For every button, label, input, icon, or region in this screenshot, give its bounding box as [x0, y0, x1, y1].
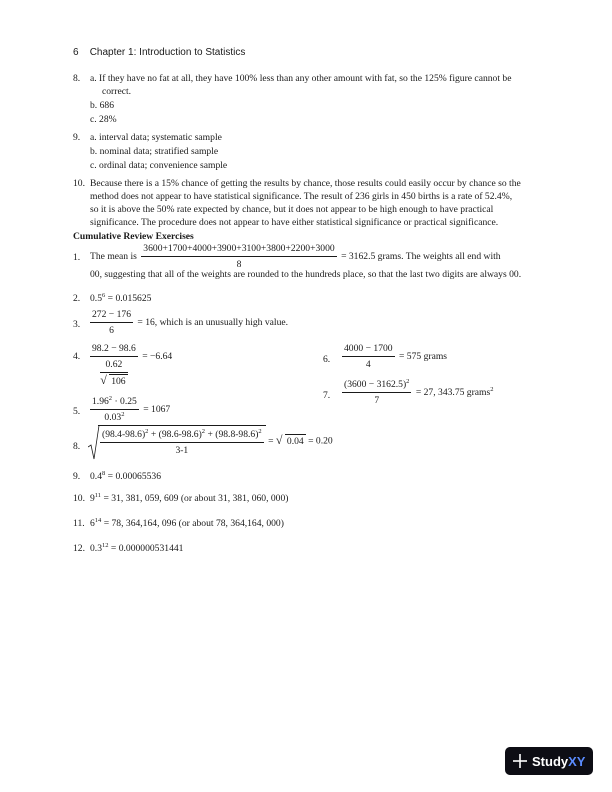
item-number: 8.: [73, 441, 81, 452]
answer-8b: b. 686: [90, 100, 114, 111]
result: = 0.20: [308, 435, 333, 447]
answer-10-line: so it is above the 50% rate expected by chance, but it does not appear to be high enough to have practical: [90, 204, 494, 215]
fraction: [90, 308, 133, 337]
answer-8c: c. 28%: [90, 114, 117, 125]
mean-label: The mean is: [90, 250, 137, 262]
review-2-expr: [90, 292, 151, 305]
fraction: [342, 378, 411, 407]
denominator: 8: [236, 259, 242, 271]
result: = 16, which is an unusually high value.: [137, 316, 289, 328]
mean-result: = 3162.5 grams. The weights all end with: [341, 250, 501, 262]
item-number: 8.: [73, 73, 81, 84]
numerator: $(98.4-98.6)^2 + (98.6-98.6)^2 + (98.8-98.6)^2$: [100, 428, 264, 443]
denominator: 0.03$^2$: [104, 411, 125, 424]
page-header: [73, 46, 245, 60]
item-number: 10.: [73, 178, 85, 189]
base: 0.5: [90, 293, 102, 304]
result: = 1067: [143, 403, 171, 415]
answer-9a: a. interval data; systematic sample: [90, 132, 222, 143]
exponent: 6: [102, 292, 106, 299]
review-4-expr: [88, 342, 172, 388]
denominator: 4: [365, 359, 371, 371]
answer-10-line: significance. The procedure does not appear to have either statistical significance or practical significance.: [90, 217, 499, 228]
fraction: [90, 395, 139, 424]
item-number: 5.: [73, 406, 81, 417]
item-number: 6.: [323, 354, 331, 365]
std-dev-root: [88, 425, 266, 457]
item-number: 9.: [73, 471, 81, 482]
numerator: 0.62: [100, 358, 127, 373]
denominator: 7: [374, 395, 380, 407]
review-11-expr: $6^{14} = 78$, 364,164, 096 (or about 78, 364,164, 000): [90, 517, 284, 529]
item-number: 4.: [73, 351, 81, 362]
plus-icon: [513, 754, 527, 768]
item-number: 12.: [73, 543, 85, 554]
numerator: $(3600 - 3162.5)^2$: [342, 378, 411, 393]
answer-10-line: method does not appear to have statistical significance. The result of 236 girls in 450 births is a rate of 52.4%,: [90, 191, 513, 202]
fraction: [342, 342, 395, 371]
review-9-expr: $0.4^8 = 0.00065536$: [90, 470, 162, 482]
radicand: 106: [111, 376, 126, 388]
review-7-expr: [340, 378, 494, 407]
review-1-cont: 00, suggesting that all of the weights are rounded to the hundreds place, so that the last two digits are always 00.: [90, 269, 522, 280]
review-6-expr: [340, 342, 447, 371]
item-number: 11.: [73, 518, 85, 529]
numerator: 4000 − 1700: [342, 342, 395, 357]
chapter-title: Chapter 1: Introduction to Statistics: [89, 47, 246, 58]
numerator: $1.96^2 \cdot 0.25$: [90, 395, 139, 410]
item-number: 9.: [73, 132, 81, 143]
item-number: 7.: [323, 390, 331, 401]
denominator: [100, 373, 127, 388]
item-number: 3.: [73, 319, 81, 330]
brand-name: StudyXY: [532, 754, 586, 769]
item-number: 2.: [73, 293, 81, 304]
radical-icon: √: [100, 373, 107, 388]
review-8-expr: $\frac{(98.4-98.6)^2 + (98.6-98.6)^2 + (98.8-98.6)^2}{3-1}$ = √ 0.04 = 0.20: [88, 425, 333, 457]
review-5-expr: [88, 395, 170, 424]
square-root: [100, 374, 127, 388]
fraction: [100, 428, 264, 457]
section-heading: Cumulative Review Exercises: [73, 231, 194, 242]
radical-icon: [88, 425, 100, 461]
result: = 0.015625: [105, 293, 152, 304]
mean-fraction: [141, 242, 336, 271]
result: = 27, 343.75 grams$^2$: [415, 385, 494, 398]
result: = 575 grams: [399, 350, 448, 362]
item-number: 1.: [73, 252, 81, 263]
radical-icon: √: [275, 433, 283, 448]
answer-8a-cont: correct.: [102, 86, 132, 97]
square-root: [276, 434, 306, 448]
answer-9b: b. nominal data; stratified sample: [90, 146, 219, 157]
numerator: 3600+1700+4000+3900+3100+3800+2200+3000: [141, 242, 336, 257]
numerator: 98.2 − 98.6: [90, 342, 138, 357]
answer-10-line: Because there is a 15% chance of getting the results by chance, those results could easily occur by chance so the: [90, 178, 521, 189]
review-3-expr: [88, 308, 288, 337]
page-number: 6: [73, 47, 79, 58]
result: = −6.64: [142, 351, 173, 362]
review-12-expr: $0.3^{12} = 0.000000531441$: [90, 542, 184, 554]
denominator: 3-1: [175, 445, 189, 457]
answer-8a: a. If they have no fat at all, they have 100% less than any other amount with fat, so the 125% figure cannot be: [90, 73, 512, 84]
z-fraction: [90, 342, 138, 388]
denominator: 6: [109, 325, 114, 337]
review-10-expr: $9^{11} = 31$, 381, 059, 609 (or about 31, 381, 060, 000): [90, 492, 289, 504]
radicand: 0.04: [286, 436, 304, 448]
item-number: 10.: [73, 493, 85, 504]
answer-9c: c. ordinal data; convenience sample: [90, 160, 228, 171]
studyxy-badge[interactable]: [505, 747, 593, 775]
numerator: 272 − 176: [90, 308, 133, 323]
inner-fraction: [100, 358, 127, 388]
denominator: [90, 357, 138, 388]
